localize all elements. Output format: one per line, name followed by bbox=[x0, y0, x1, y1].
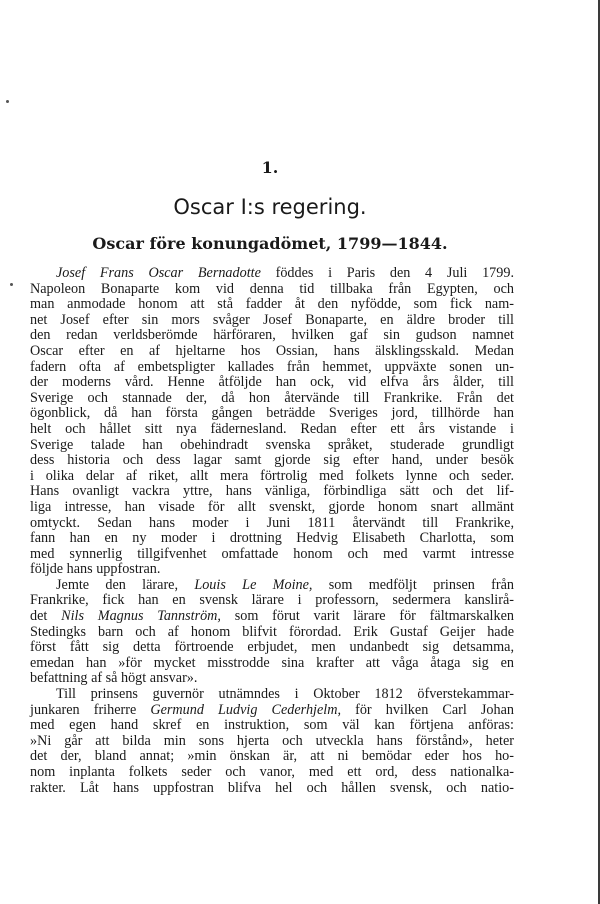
text-line bbox=[30, 266, 514, 282]
text-line bbox=[30, 531, 514, 547]
text-run: föddes i Paris den 4 Juli 1799. bbox=[260, 265, 514, 281]
text-run: Napoleon Bonaparte kom vid denna tid tillbaka från Egypten, och bbox=[30, 280, 514, 297]
text-run: emedan han »för mycket misstrodde sina krafter att våga åtaga sig en bbox=[30, 654, 514, 671]
text-line bbox=[30, 453, 514, 469]
text-line bbox=[30, 749, 514, 765]
scan-speck bbox=[6, 100, 9, 103]
text-run: »Ni går att bilda min sons hjerta och utveckla hans förstånd», heter bbox=[30, 732, 514, 749]
text-line bbox=[30, 687, 514, 703]
text-line bbox=[30, 344, 514, 360]
text-line bbox=[30, 328, 514, 344]
text-run: Jemte den lärare, bbox=[56, 576, 195, 593]
text-run: liga intresse, han visade för allt svenskt, gjorde honom snart allmänt bbox=[30, 498, 514, 515]
text-line bbox=[30, 593, 514, 609]
text-line bbox=[30, 484, 514, 500]
text-run: Stedingks barn och af honom blifvit förordad. Erik Gustaf Geijer hade bbox=[30, 623, 514, 640]
text-line bbox=[30, 640, 514, 656]
text-line bbox=[30, 703, 514, 719]
text-run: med synnerlig tillgifvenhet omfattade honom och med varmt intresse bbox=[30, 545, 514, 562]
scan-speck bbox=[10, 283, 13, 286]
text-line bbox=[30, 438, 514, 454]
text-run: det der, bland annat; »min önskan är, att ni bemödar eder hos ho- bbox=[30, 748, 514, 765]
text-line bbox=[30, 282, 514, 298]
text-line bbox=[30, 422, 514, 438]
text-run: med egen hand skref en instruktion, som väl kan förtjena anföras: bbox=[30, 717, 514, 734]
text-run: i olika delar af riket, allt mera förtrolig med folkets lynne och seder. bbox=[30, 467, 514, 484]
text-line bbox=[30, 671, 514, 687]
chapter-number: 1. bbox=[261, 158, 279, 177]
body-text bbox=[30, 266, 514, 796]
text-run: för hvilken Carl Johan bbox=[341, 701, 514, 718]
text-line bbox=[30, 500, 514, 516]
text-line bbox=[30, 375, 514, 391]
text-run: Frankrike, fick han en svensk lärare i professorn, sedermera kanslirå- bbox=[30, 592, 514, 609]
text-run: nom inplanta folkets seder och vanor, med ett ord, dess nationalka- bbox=[30, 764, 514, 780]
text-run: Sverige talade han obehindradt svenska språket, studerade grundligt bbox=[30, 436, 514, 453]
text-run: fadern ofta af embetspligter kallades från hemmet, uppväxte sonen un- bbox=[30, 358, 514, 375]
text-run: man anmodade honom att stå fadder åt den nyfödde, som fick nam- bbox=[30, 296, 514, 313]
text-line bbox=[30, 297, 514, 313]
text-run: omtyckt. Sedan hans moder i Juni 1811 återvändt till Frankrike, bbox=[30, 514, 514, 531]
italic-name: Germund Ludvig Cederhjelm, bbox=[150, 701, 342, 718]
text-line bbox=[30, 625, 514, 641]
text-line bbox=[30, 562, 514, 578]
text-run: dess historia och dess lagar samt gjorde sig efter hand, under besök bbox=[30, 452, 514, 469]
text-line bbox=[30, 469, 514, 485]
text-run: Hans ovanligt vackra yttre, hans vänliga, förbindliga sätt och det lif- bbox=[30, 483, 514, 500]
text-line bbox=[30, 781, 514, 797]
text-line bbox=[30, 765, 514, 781]
italic-name: Nils Magnus Tannström, bbox=[61, 608, 221, 625]
text-line bbox=[30, 609, 514, 625]
text-line bbox=[30, 360, 514, 376]
text-line bbox=[30, 547, 514, 563]
text-run: följde hans uppfostran. bbox=[30, 561, 161, 578]
text-run: rakter. Låt hans uppfostran blifva hel och hållen svensk, och natio- bbox=[30, 779, 514, 796]
text-line bbox=[30, 578, 514, 594]
text-line bbox=[30, 406, 514, 422]
italic-name: Louis Le Moine, bbox=[194, 576, 313, 593]
text-run: fann han en ny moder i drottning Hedvig Elisabeth Charlotta, som bbox=[30, 530, 514, 547]
text-run: som förut varit lärare för fältmarskalken bbox=[220, 608, 514, 625]
text-run: först fått sig detta förtroende erbjudet, men undanbedt sig detsamma, bbox=[30, 639, 514, 656]
text-line bbox=[30, 718, 514, 734]
chapter-title: Oscar I:s regering. bbox=[173, 195, 367, 219]
text-run: den redan verldsberömde härföraren, hvilken gaf sin gudson namnet bbox=[30, 327, 514, 344]
italic-name: Josef Frans Oscar Bernadotte bbox=[56, 265, 261, 281]
text-run: det bbox=[30, 608, 62, 625]
text-run: net Josef efter sin mors svåger Josef Bonaparte, en äldre broder till bbox=[30, 311, 514, 328]
text-run: ögonblick, då han första gången beträdde Sveriges jord, tillhörde han bbox=[30, 405, 514, 422]
text-run: junkaren friherre bbox=[30, 701, 151, 718]
section-title: Oscar före konungadömet, 1799—1844. bbox=[92, 234, 448, 253]
text-run: Oscar efter en af hjeltarne hos Ossian, hans älsklingsskald. Medan bbox=[30, 342, 514, 359]
text-run: Till prinsens guvernör utnämndes i Oktober 1812 öfverstekammar- bbox=[56, 686, 514, 703]
text-run: Sverige och stannade der, då hon återvände till Frankrike. Från det bbox=[30, 389, 514, 406]
text-run: befattning af så högt ansvar». bbox=[30, 670, 198, 687]
text-line bbox=[30, 734, 514, 750]
text-line bbox=[30, 516, 514, 532]
text-line bbox=[30, 656, 514, 672]
text-run: som medföljt prinsen från bbox=[312, 576, 515, 593]
text-line bbox=[30, 313, 514, 329]
text-run: der moderns vård. Henne åtföljde han ock, vid elfva års ålder, till bbox=[30, 374, 514, 391]
text-run: helt och hållet sitt nya fädernesland. Redan efter ett års vistande i bbox=[30, 420, 514, 437]
text-line bbox=[30, 391, 514, 407]
